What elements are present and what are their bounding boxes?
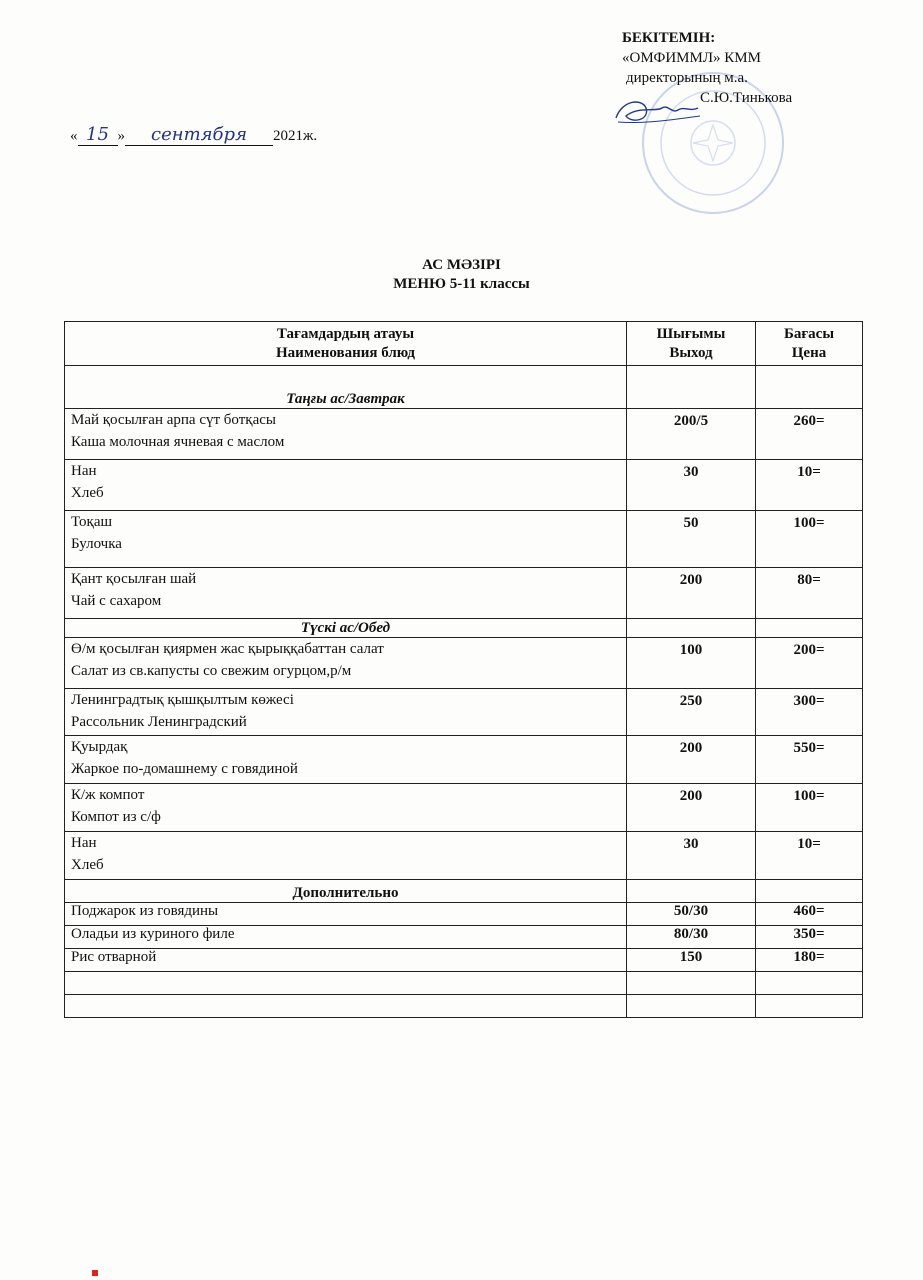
dish-yield: 50/30	[627, 903, 756, 926]
dish-yield: 150	[627, 949, 756, 972]
header-name-ru: Наименования блюд	[276, 344, 415, 361]
table-row	[65, 736, 863, 784]
dish-name-kz: Қуырдақ	[71, 739, 128, 755]
dish-name	[65, 511, 627, 568]
dish-yield	[627, 511, 756, 568]
dish-name	[65, 409, 627, 460]
dish-name-kz: Қант қосылған шай	[71, 571, 197, 587]
dish-yield	[627, 784, 756, 832]
section-title: Түскі ас/Обед	[65, 619, 627, 638]
dish-name-kz: Май қосылған арпа сүт ботқасы	[71, 412, 276, 428]
dish-name-ru: Салат из св.капусты со свежим огурцом,р/м	[71, 663, 352, 679]
table-header-row	[65, 322, 863, 366]
table-row	[65, 409, 863, 460]
scan-mark	[92, 1270, 98, 1276]
dish-price-value: 200=	[793, 642, 825, 658]
dish-price	[756, 568, 863, 619]
header-name-kz: Тағамдардың атауы	[276, 325, 415, 342]
table-row	[65, 949, 863, 972]
date-close-quote: »	[117, 128, 125, 144]
dish-yield-value: 250	[679, 693, 703, 709]
approval-org: «ОМФИММЛ» КММ	[622, 50, 761, 66]
approval-signature-line	[622, 88, 792, 108]
dish-name	[65, 568, 627, 619]
header-yield	[627, 322, 756, 366]
header-yield-kz: Шығымы	[656, 325, 726, 342]
dish-name-ru: Рассольник Ленинградский	[71, 714, 247, 730]
approval-position: директорының м.а.	[626, 70, 748, 86]
dish-name-ru: Компот из с/ф	[71, 809, 161, 825]
dish-price-value: 100=	[793, 788, 825, 804]
section-lunch	[65, 619, 863, 638]
dish-name-kz: К/ж компот	[71, 787, 145, 803]
dish-yield	[627, 460, 756, 511]
dish-name-ru: Булочка	[71, 536, 122, 552]
approval-name: С.Ю.Тинькова	[700, 90, 793, 106]
dish-name	[65, 460, 627, 511]
header-price	[756, 322, 863, 366]
section-breakfast	[65, 366, 863, 409]
dish-name-kz: Нан	[71, 835, 97, 851]
heading-line-1: АС МӘЗІРІ	[422, 257, 501, 273]
table-row	[65, 903, 863, 926]
dish-yield	[627, 409, 756, 460]
heading-line-2: МЕНЮ 5-11 классы	[393, 276, 530, 292]
dish-yield	[627, 736, 756, 784]
dish-price-value: 80=	[797, 572, 821, 588]
dish-price	[756, 784, 863, 832]
dish-yield-value: 200	[679, 788, 703, 804]
header-dish-name	[65, 322, 627, 366]
dish-name	[65, 832, 627, 880]
table-row	[65, 638, 863, 689]
dish-name-ru: Каша молочная ячневая с маслом	[71, 434, 285, 450]
dish-name-kz: Ө/м қосылған қиярмен жас қырыққабаттан салат	[71, 641, 384, 657]
table-row	[65, 689, 863, 736]
dish-yield-value: 200/5	[673, 413, 709, 429]
dish-yield	[627, 689, 756, 736]
header-price-kz: Бағасы	[783, 325, 835, 342]
dish-price: 350=	[756, 926, 863, 949]
dish-name-kz: Тоқаш	[71, 514, 113, 530]
section-title: Таңғы ас/Завтрак	[65, 366, 627, 409]
dish-price-value: 100=	[793, 515, 825, 531]
date-day: 15	[78, 124, 118, 146]
dish-name	[65, 638, 627, 689]
header-price-ru: Цена	[791, 344, 827, 361]
dish-name: Рис отварной	[65, 949, 627, 972]
dish-yield-value: 200	[679, 572, 703, 588]
date-month: сентября	[125, 124, 273, 146]
page-heading	[0, 256, 923, 294]
dish-name	[65, 689, 627, 736]
dish-yield-value: 30	[683, 836, 699, 852]
dish-yield	[627, 568, 756, 619]
dish-price	[756, 638, 863, 689]
dish-name	[65, 736, 627, 784]
approval-title: БЕКІТЕМІН:	[622, 30, 716, 46]
dish-price-value: 300=	[793, 693, 825, 709]
dish-price	[756, 460, 863, 511]
dish-price	[756, 832, 863, 880]
table-row	[65, 568, 863, 619]
section-title: Дополнительно	[65, 880, 627, 903]
dish-yield	[627, 832, 756, 880]
empty-row	[65, 995, 863, 1018]
dish-yield: 80/30	[627, 926, 756, 949]
dish-price	[756, 409, 863, 460]
dish-name-kz: Нан	[71, 463, 97, 479]
dish-price	[756, 736, 863, 784]
dish-price-value: 260=	[793, 413, 825, 429]
dish-name-kz: Ленинградтық қышқылтым көжесі	[71, 692, 294, 708]
dish-name-ru: Хлеб	[71, 857, 104, 873]
table-row	[65, 832, 863, 880]
dish-name: Оладьи из куриного филе	[65, 926, 627, 949]
table-row	[65, 460, 863, 511]
dish-price-value: 550=	[793, 740, 825, 756]
dish-price	[756, 511, 863, 568]
dish-price-value: 10=	[797, 836, 821, 852]
dish-price-value: 10=	[797, 464, 821, 480]
dish-name: Поджарок из говядины	[65, 903, 627, 926]
date-line	[70, 124, 317, 146]
dish-name-ru: Чай с сахаром	[71, 593, 162, 609]
menu-table	[64, 321, 863, 1018]
date-year: 2021ж.	[273, 128, 318, 144]
approval-block	[622, 28, 792, 108]
dish-yield	[627, 638, 756, 689]
dish-price	[756, 689, 863, 736]
table-row	[65, 926, 863, 949]
date-open-quote: «	[70, 128, 78, 144]
dish-name-ru: Жаркое по-домашнему с говядиной	[71, 761, 298, 777]
dish-name	[65, 784, 627, 832]
header-yield-ru: Выход	[669, 344, 713, 361]
dish-yield-value: 30	[683, 464, 699, 480]
dish-price: 460=	[756, 903, 863, 926]
empty-row	[65, 972, 863, 995]
dish-name-ru: Хлеб	[71, 485, 104, 501]
table-row	[65, 784, 863, 832]
table-row	[65, 511, 863, 568]
section-extra	[65, 880, 863, 903]
dish-yield-value: 50	[683, 515, 699, 531]
dish-yield-value: 200	[679, 740, 703, 756]
dish-yield-value: 100	[679, 642, 703, 658]
dish-price: 180=	[756, 949, 863, 972]
